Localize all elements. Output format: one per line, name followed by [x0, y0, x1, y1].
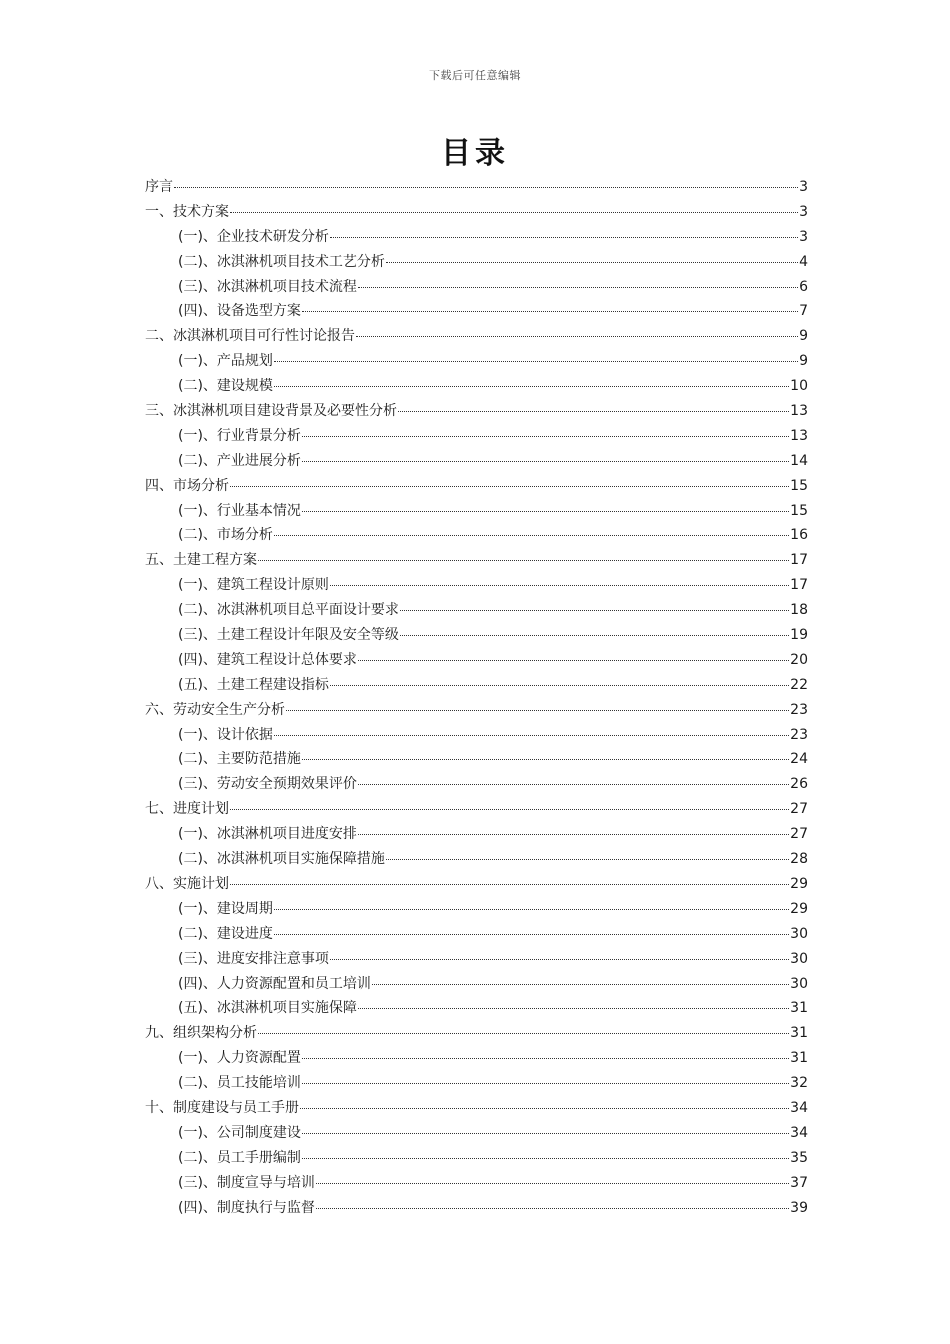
- toc-subsection-entry[interactable]: [145, 424, 808, 449]
- toc-entry-label: 一、技术方案: [145, 203, 229, 220]
- toc-subsection-entry[interactable]: [145, 499, 808, 524]
- toc-entry-label: (二)、员工手册编制: [178, 1149, 301, 1166]
- toc-entry-page-number: 30: [790, 975, 808, 992]
- toc-entry-page-number: 31: [790, 1050, 808, 1067]
- toc-dot-leader: [330, 227, 798, 238]
- toc-entry-page-number: 4: [799, 253, 808, 270]
- toc-entry-page-number: 27: [790, 801, 808, 818]
- toc-section-entry[interactable]: [145, 1021, 808, 1046]
- toc-entry-page-number: 20: [790, 651, 808, 668]
- toc-dot-leader: [398, 401, 789, 412]
- toc-section-entry[interactable]: [145, 797, 808, 822]
- toc-subsection-entry[interactable]: [145, 573, 808, 598]
- toc-entry-page-number: 26: [790, 776, 808, 793]
- toc-subsection-entry[interactable]: [145, 1121, 808, 1146]
- toc-dot-leader: [386, 849, 789, 860]
- toc-section-entry[interactable]: [145, 872, 808, 897]
- toc-entry-page-number: 39: [790, 1199, 808, 1216]
- toc-entry-page-number: 24: [790, 751, 808, 768]
- toc-dot-leader: [330, 949, 789, 960]
- toc-entry-label: (三)、进度安排注意事项: [178, 950, 329, 967]
- toc-dot-leader: [400, 625, 789, 636]
- toc-entry-page-number: 13: [790, 403, 808, 420]
- toc-section-entry[interactable]: [145, 324, 808, 349]
- toc-entry-label: (二)、冰淇淋机项目技术工艺分析: [178, 253, 385, 270]
- toc-section-entry[interactable]: [145, 548, 808, 573]
- toc-entry-label: 二、冰淇淋机项目可行性讨论报告: [145, 328, 355, 345]
- toc-dot-leader: [258, 550, 789, 561]
- toc-entry-label: (五)、土建工程建设指标: [178, 676, 329, 693]
- toc-dot-leader: [274, 899, 789, 910]
- toc-entry-label: (一)、设计依据: [178, 726, 273, 743]
- toc-entry-page-number: 28: [790, 851, 808, 868]
- toc-subsection-entry[interactable]: [145, 449, 808, 474]
- toc-entry-label: (四)、制度执行与监督: [178, 1199, 315, 1216]
- toc-dot-leader: [274, 725, 789, 736]
- toc-entry-label: (一)、公司制度建设: [178, 1124, 301, 1141]
- toc-dot-leader: [302, 749, 789, 760]
- toc-subsection-entry[interactable]: [145, 673, 808, 698]
- toc-section-entry[interactable]: [145, 200, 808, 225]
- toc-title: 目录: [441, 136, 509, 171]
- toc-subsection-entry[interactable]: [145, 275, 808, 300]
- toc-entry-label: (三)、制度宣导与培训: [178, 1174, 315, 1191]
- toc-entry-label: (三)、土建工程设计年限及安全等级: [178, 627, 399, 644]
- toc-entry-label: (一)、建筑工程设计原则: [178, 577, 329, 594]
- toc-entry-page-number: 10: [790, 378, 808, 395]
- toc-dot-leader: [286, 700, 789, 711]
- toc-entry-label: (四)、设备选型方案: [178, 303, 301, 320]
- toc-dot-leader: [230, 202, 798, 213]
- toc-entry-label: (四)、建筑工程设计总体要求: [178, 651, 357, 668]
- toc-subsection-entry[interactable]: [145, 623, 808, 648]
- toc-dot-leader: [372, 974, 789, 985]
- toc-entry-page-number: 23: [790, 726, 808, 743]
- toc-entry-page-number: 6: [799, 278, 808, 295]
- toc-subsection-entry[interactable]: [145, 772, 808, 797]
- toc-entry-label: (二)、冰淇淋机项目实施保障措施: [178, 851, 385, 868]
- toc-subsection-entry[interactable]: [145, 299, 808, 324]
- toc-dot-leader: [274, 351, 798, 362]
- toc-section-entry[interactable]: [145, 1096, 808, 1121]
- toc-entry-page-number: 27: [790, 826, 808, 843]
- toc-subsection-entry[interactable]: [145, 1071, 808, 1096]
- toc-subsection-entry[interactable]: [145, 225, 808, 250]
- toc-entry-page-number: 32: [790, 1075, 808, 1092]
- toc-section-entry[interactable]: [145, 175, 808, 200]
- toc-subsection-entry[interactable]: [145, 349, 808, 374]
- toc-entry-label: 六、劳动安全生产分析: [145, 701, 285, 718]
- toc-entry-page-number: 3: [799, 228, 808, 245]
- toc-subsection-entry[interactable]: [145, 972, 808, 997]
- toc-entry-page-number: 31: [790, 1025, 808, 1042]
- toc-entry-label: (三)、冰淇淋机项目技术流程: [178, 278, 357, 295]
- toc-subsection-entry[interactable]: [145, 598, 808, 623]
- toc-dot-leader: [302, 1048, 789, 1059]
- toc-dot-leader: [274, 924, 789, 935]
- toc-entry-page-number: 17: [790, 577, 808, 594]
- toc-entry-page-number: 15: [790, 477, 808, 494]
- toc-dot-leader: [302, 1123, 789, 1134]
- toc-entry-page-number: 22: [790, 676, 808, 693]
- toc-entry-label: (一)、产品规划: [178, 353, 273, 370]
- toc-dot-leader: [356, 326, 798, 337]
- toc-entry-page-number: 13: [790, 427, 808, 444]
- toc-entry-page-number: 3: [799, 179, 808, 195]
- toc-entry-label: 七、进度计划: [145, 801, 229, 818]
- toc-entry-label: (一)、行业背景分析: [178, 427, 301, 444]
- toc-dot-leader: [230, 476, 789, 487]
- toc-entry-label: (二)、市场分析: [178, 527, 273, 544]
- toc-entry-label: (一)、建设周期: [178, 900, 273, 917]
- toc-dot-leader: [302, 451, 789, 462]
- toc-subsection-entry[interactable]: [145, 822, 808, 847]
- toc-entry-label: (三)、劳动安全预期效果评价: [178, 776, 357, 793]
- toc-entry-label: (二)、产业进展分析: [178, 452, 301, 469]
- toc-section-entry[interactable]: [145, 399, 808, 424]
- toc-entry-page-number: 34: [790, 1099, 808, 1116]
- toc-entry-page-number: 31: [790, 1000, 808, 1017]
- toc-entry-label: (一)、冰淇淋机项目进度安排: [178, 826, 357, 843]
- toc-subsection-entry[interactable]: [145, 996, 808, 1021]
- toc-dot-leader: [230, 799, 789, 810]
- toc-dot-leader: [358, 824, 789, 835]
- toc-entry-label: (一)、人力资源配置: [178, 1050, 301, 1067]
- toc-entry-label: 九、组织架构分析: [145, 1025, 257, 1042]
- toc-entry-label: 八、实施计划: [145, 875, 229, 892]
- toc-entry-page-number: 29: [790, 875, 808, 892]
- toc-dot-leader: [358, 998, 789, 1009]
- toc-dot-leader: [274, 525, 789, 536]
- toc-entry-page-number: 3: [799, 203, 808, 220]
- toc-entry-label: 五、土建工程方案: [145, 552, 257, 569]
- toc-dot-leader: [300, 1098, 789, 1109]
- toc-entry-label: (五)、冰淇淋机项目实施保障: [178, 1000, 357, 1017]
- toc-subsection-entry[interactable]: [145, 1171, 808, 1196]
- toc-subsection-entry[interactable]: [145, 847, 808, 872]
- toc-dot-leader: [316, 1198, 789, 1209]
- toc-entry-page-number: 18: [790, 602, 808, 619]
- toc-entry-page-number: 14: [790, 452, 808, 469]
- toc-dot-leader: [302, 301, 798, 312]
- toc-entry-page-number: 37: [790, 1174, 808, 1191]
- toc-entry-page-number: 29: [790, 900, 808, 917]
- toc-entry-page-number: 34: [790, 1124, 808, 1141]
- toc-entry-label: 四、市场分析: [145, 477, 229, 494]
- toc-dot-leader: [400, 600, 789, 611]
- toc-section-entry[interactable]: [145, 474, 808, 499]
- toc-subsection-entry[interactable]: [145, 723, 808, 748]
- toc-entry-label: (一)、行业基本情况: [178, 502, 301, 519]
- toc-dot-leader: [358, 650, 789, 661]
- toc-entry-page-number: 9: [799, 353, 808, 370]
- toc-entry-label: (四)、人力资源配置和员工培训: [178, 975, 371, 992]
- toc-dot-leader: [316, 1173, 789, 1184]
- toc-subsection-entry[interactable]: [145, 648, 808, 673]
- toc-dot-leader: [174, 177, 798, 188]
- toc-dot-leader: [358, 774, 789, 785]
- toc-dot-leader: [302, 501, 789, 512]
- toc-entry-label: (二)、冰淇淋机项目总平面设计要求: [178, 602, 399, 619]
- toc-entry-page-number: 30: [790, 925, 808, 942]
- toc-dot-leader: [358, 277, 798, 288]
- toc-entry-page-number: 9: [799, 328, 808, 345]
- toc-entry-page-number: 7: [799, 303, 808, 320]
- toc-dot-leader: [302, 426, 789, 437]
- toc-subsection-entry[interactable]: [145, 947, 808, 972]
- toc-dot-leader: [330, 575, 789, 586]
- toc-subsection-entry[interactable]: [145, 897, 808, 922]
- toc-entry-page-number: 23: [790, 701, 808, 718]
- toc-section-entry[interactable]: [145, 698, 808, 723]
- header-note: 下载后可任意编辑: [429, 69, 521, 82]
- toc-subsection-entry[interactable]: [145, 1196, 808, 1221]
- toc-subsection-entry[interactable]: [145, 747, 808, 772]
- toc-subsection-entry[interactable]: [145, 250, 808, 275]
- toc-dot-leader: [274, 376, 789, 387]
- toc-subsection-entry[interactable]: [145, 922, 808, 947]
- toc-subsection-entry[interactable]: [145, 523, 808, 548]
- toc-dot-leader: [258, 1023, 789, 1034]
- toc-entry-label: 十、制度建设与员工手册: [145, 1099, 299, 1116]
- toc-entry-label: (一)、企业技术研发分析: [178, 228, 329, 245]
- toc-subsection-entry[interactable]: [145, 374, 808, 399]
- toc-dot-leader: [302, 1148, 789, 1159]
- toc-entry-page-number: 35: [790, 1149, 808, 1166]
- toc-entry-page-number: 17: [790, 552, 808, 569]
- toc-subsection-entry[interactable]: [145, 1046, 808, 1071]
- toc-entry-page-number: 30: [790, 950, 808, 967]
- toc-entry-label: (二)、建设规模: [178, 378, 273, 395]
- toc-entry-label: (二)、员工技能培训: [178, 1075, 301, 1092]
- toc-dot-leader: [330, 675, 789, 686]
- toc-entry-page-number: 16: [790, 527, 808, 544]
- toc-dot-leader: [386, 252, 798, 263]
- toc-entry-label: (二)、主要防范措施: [178, 751, 301, 768]
- table-of-contents: [145, 175, 808, 1220]
- toc-dot-leader: [302, 1073, 789, 1084]
- toc-dot-leader: [230, 874, 789, 885]
- toc-entry-label: (二)、建设进度: [178, 925, 273, 942]
- toc-entry-label: 序言: [145, 179, 173, 195]
- toc-entry-label: 三、冰淇淋机项目建设背景及必要性分析: [145, 403, 397, 420]
- toc-entry-page-number: 19: [790, 627, 808, 644]
- toc-subsection-entry[interactable]: [145, 1146, 808, 1171]
- toc-entry-page-number: 15: [790, 502, 808, 519]
